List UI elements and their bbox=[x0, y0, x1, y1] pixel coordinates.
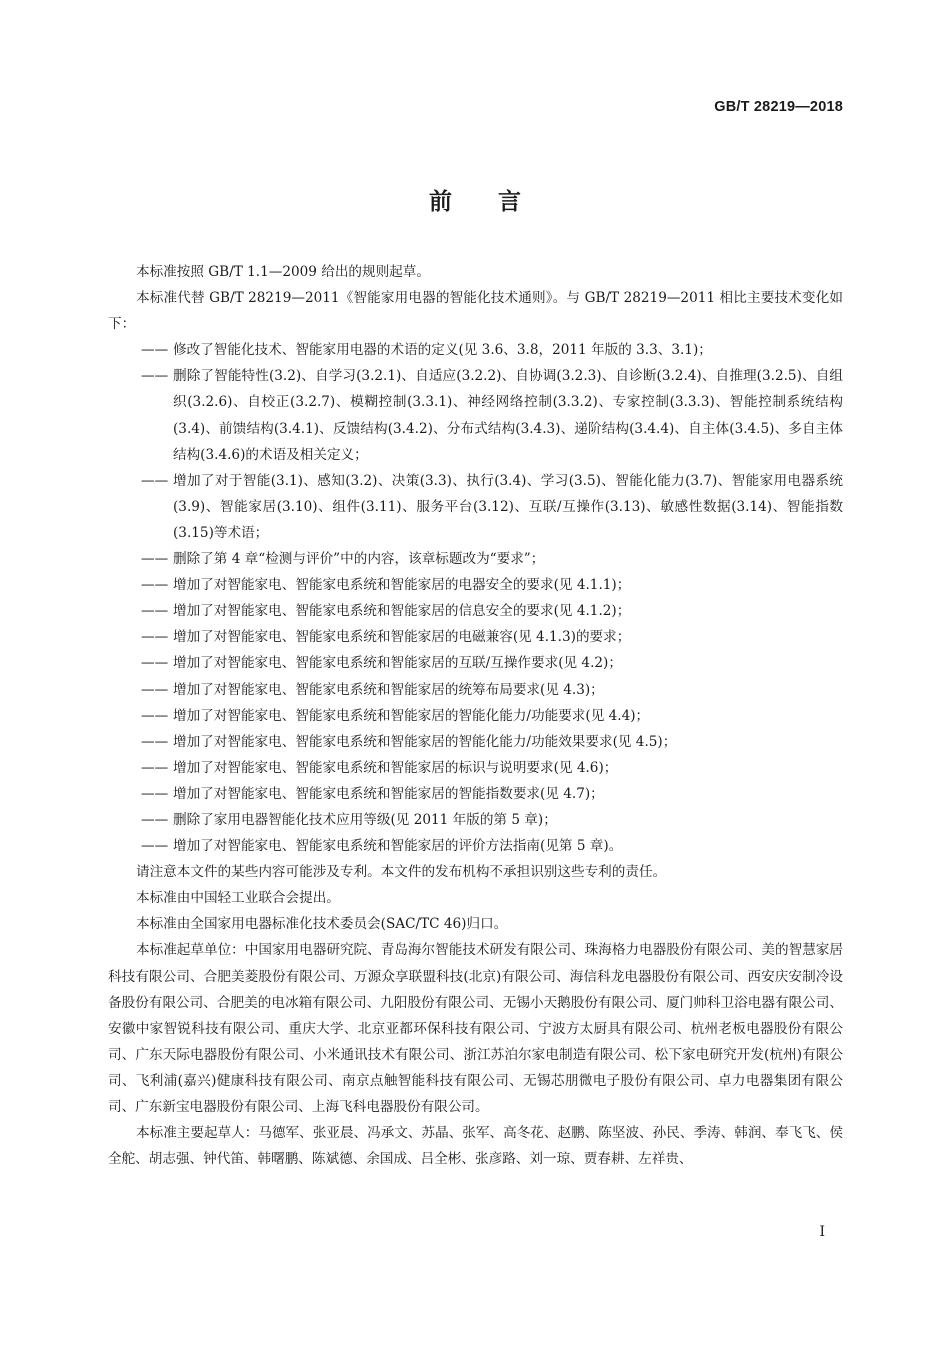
list-item bbox=[108, 755, 843, 781]
document-body bbox=[108, 259, 843, 1172]
standard-number: GB/T 28219—2018 bbox=[714, 99, 843, 115]
intro-paragraph: 本标准代替 GB/T 28219—2011《智能家用电器的智能化技术通则》。与 GB/T 28219—2011 相比主要技术变化如下： bbox=[108, 290, 843, 333]
list-item bbox=[108, 650, 843, 676]
list-item-text: 增加了对智能家电、智能家电系统和智能家居的评价方法指南(见第 5 章)。 bbox=[173, 838, 623, 855]
list-item bbox=[108, 677, 843, 703]
list-item bbox=[108, 781, 843, 807]
dash-marker: —— bbox=[141, 838, 169, 855]
list-item-text: 修改了智能化技术、智能家用电器的术语的定义(见 3.6、3.8，2011 年版的 3.3、3.1)； bbox=[173, 342, 712, 359]
intro-paragraph: 本标准按照 GB/T 1.1—2009 给出的规则起草。 bbox=[136, 264, 430, 280]
list-item-text: 增加了对于智能(3.1)、感知(3.2)、决策(3.3)、执行(3.4)、学习(3.5)、智能化能力(3.7)、智能家用电器系统(3.9)、智能家居(3.10)、组件(3.11)、服务平台(3.12)、互联/互操作(3.13)、敏感性数据(3.14)、智能指数(3.15)等术语； bbox=[173, 472, 843, 541]
dash-marker: —— bbox=[141, 551, 169, 568]
list-item-text: 删除了智能特性(3.2)、自学习(3.2.1)、自适应(3.2.2)、自协调(3.2.3)、自诊断(3.2.4)、自推理(3.2.5)、自组织(3.2.6)、自校正(3.2.7)、模糊控制(3.3.1)、神经网络控制(3.3.2)、专家控制(3.3.3)、智能控制系统结构(3.4)、前馈结构(3.4.1)、反馈结构(3.4.2)、分布式结构(3.4.3)、递阶结构(3.4.4)、自主体(3.4.5)、多自主体结构(3.4.6)的术语及相关定义； bbox=[173, 368, 843, 463]
page-number: I bbox=[819, 1224, 825, 1240]
list-item bbox=[108, 546, 843, 572]
list-item-text: 增加了对智能家电、智能家电系统和智能家居的电器安全的要求(见 4.1.1)； bbox=[173, 577, 631, 594]
list-item-text: 增加了对智能家电、智能家电系统和智能家居的智能化能力/功能要求(见 4.4)； bbox=[173, 707, 650, 724]
patent-notice: 请注意本文件的某些内容可能涉及专利。本文件的发布机构不承担识别这些专利的责任。 bbox=[136, 864, 667, 881]
list-item-text: 增加了对智能家电、智能家电系统和智能家居的智能化能力/功能效果要求(见 4.5)； bbox=[173, 733, 677, 750]
dash-marker: —— bbox=[141, 759, 169, 776]
dash-marker: —— bbox=[141, 629, 169, 646]
list-item-text: 增加了对智能家电、智能家电系统和智能家居的智能指数要求(见 4.7)； bbox=[173, 785, 604, 802]
main-drafters: 本标准主要起草人：马德军、张亚晨、冯承文、苏晶、张军、高冬花、赵鹏、陈坚波、孙民、季涛、韩润、奉飞飞、侯全舵、胡志强、钟代笛、韩曙鹏、陈斌德、余国成、吕全彬、张彦路、刘一琼、贾春耕、左祥贵、 bbox=[108, 1125, 843, 1168]
dash-marker: —— bbox=[141, 472, 169, 489]
dash-marker: —— bbox=[141, 603, 169, 620]
list-item bbox=[108, 729, 843, 755]
dash-marker: —— bbox=[141, 655, 169, 672]
list-item-text: 增加了对智能家电、智能家电系统和智能家居的互联/互操作要求(见 4.2)； bbox=[173, 655, 622, 672]
list-item bbox=[108, 337, 843, 363]
list-item bbox=[108, 363, 843, 467]
list-item-text: 增加了对智能家电、智能家电系统和智能家居的信息安全的要求(见 4.1.2)； bbox=[173, 603, 631, 620]
dash-marker: —— bbox=[141, 733, 169, 750]
dash-marker: —— bbox=[141, 785, 169, 802]
dash-marker: —— bbox=[141, 707, 169, 724]
list-item-text: 增加了对智能家电、智能家电系统和智能家居的标识与说明要求(见 4.6)； bbox=[173, 759, 618, 776]
proposer-note: 本标准由中国轻工业联合会提出。 bbox=[136, 890, 340, 907]
list-item bbox=[108, 703, 843, 729]
list-item bbox=[108, 624, 843, 650]
dash-marker: —— bbox=[141, 368, 169, 385]
technical-committee-note: 本标准由全国家用电器标准化技术委员会(SAC/TC 46)归口。 bbox=[136, 916, 508, 933]
list-item bbox=[108, 807, 843, 833]
list-item bbox=[108, 833, 843, 859]
list-item bbox=[108, 572, 843, 598]
list-item-text: 增加了对智能家电、智能家电系统和智能家居的统筹布局要求(见 4.3)； bbox=[173, 681, 604, 698]
drafting-organizations: 本标准起草单位：中国家用电器研究院、青岛海尔智能技术研发有限公司、珠海格力电器股份有限公司、美的智慧家居科技有限公司、合肥美菱股份有限公司、万源众享联盟科技(北京)有限公司、海信科龙电器股份有限公司、西安庆安制冷设备股份有限公司、合肥美的电冰箱有限公司、九阳股份有限公司、无锡小天鹅股份有限公司、厦门帅科卫浴电器有限公司、安徽中家智锐科技有限公司、重庆大学、北京亚都环保科技有限公司、宁波方太厨具有限公司、杭州老板电器股份有限公司、广东天际电器股份有限公司、小米通讯技术有限公司、浙江苏泊尔家电制造有限公司、松下家电研究开发(杭州)有限公司、飞利浦(嘉兴)健康科技有限公司、南京点触智能科技有限公司、无锡芯朋微电子股份有限公司、卓力电器集团有限公司、广东新宝电器股份有限公司、上海飞科电器股份有限公司。 bbox=[108, 942, 843, 1115]
list-item bbox=[108, 598, 843, 624]
change-list bbox=[108, 337, 843, 859]
dash-marker: —— bbox=[141, 681, 169, 698]
list-item bbox=[108, 468, 843, 546]
dash-marker: —— bbox=[141, 811, 169, 828]
list-item-text: 删除了家用电器智能化技术应用等级(见 2011 年版的第 5 章)； bbox=[173, 811, 557, 828]
page-title: 前言 bbox=[429, 189, 567, 215]
list-item-text: 删除了第 4 章“检测与评价”中的内容，该章标题改为“要求”； bbox=[173, 551, 545, 568]
dash-marker: —— bbox=[141, 342, 169, 359]
dash-marker: —— bbox=[141, 577, 169, 594]
list-item-text: 增加了对智能家电、智能家电系统和智能家居的电磁兼容(见 4.1.3)的要求； bbox=[173, 629, 631, 646]
